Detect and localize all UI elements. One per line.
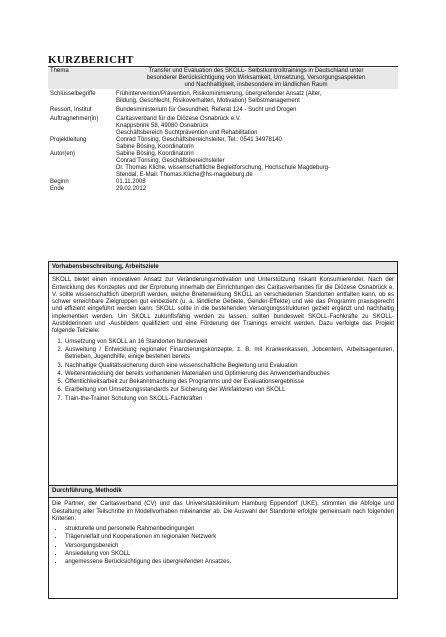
metadata-row (48, 151, 398, 179)
section-project-description (48, 261, 398, 487)
document-title: KURZBERICHT (48, 54, 134, 66)
metadata-value-line: 29.02.2012 (116, 186, 147, 192)
metadata-value-line: Frühintervention/Prävention, Risikominimierung, übergreifender Ansatz (Alter, (116, 91, 322, 97)
goals-list (52, 339, 394, 403)
metadata-value (114, 68, 398, 89)
metadata-value (114, 179, 398, 186)
list-item: • Versorgungsbereich (64, 543, 394, 550)
metadata-value-line: Dr. Thomas Kliche, wissenschaftliche Begleitforschung, Hochschule Magdeburg- (116, 165, 330, 171)
list-item: • angemessene Berücksichtigung des übergreifenden Ansatzes. (64, 559, 394, 566)
metadata-label: Auftragnehmer(in) (50, 116, 99, 122)
list-item: • Ansiedelung von SKOLL (64, 551, 394, 558)
metadata-value (114, 151, 398, 179)
section-paragraph: Die Partner, der Caritasverband (CV) und das Universitätsklinikum Hamburg Eppendorf (UKE), stimmten die Abfolge und Gestaltung aller Teilschritte im Modellvorhaben miteinander ab. Die Auswahl der Standorte erfolgte gemeinsam nach folgenden Kriterien: (52, 501, 394, 522)
list-item: 7. Train-the-Trainer Schulung von SKOLL-Fachkräften (64, 396, 394, 403)
metadata-label: Ressort, Institut (50, 107, 92, 113)
metadata-label: Beginn (50, 179, 69, 185)
list-item: 4. Weiterentwicklung der bereits vorhandenen Materialien und Optimierung des Anwenderhandbuches (64, 371, 394, 378)
metadata-row (48, 105, 398, 114)
list-item: 1. Umsetzung von SKOLL an 16 Standorten bundesweit (64, 339, 394, 346)
metadata-label: Autor(en) (50, 151, 76, 157)
metadata-value-line: besonderer Berücksichtigung von Wirksamkeit, Umsetzung, Versorgungsaspekten (146, 75, 366, 81)
metadata-value-line: Bildung, Geschlecht, Risikoverhalten, Motivation) Selbstmanagement (116, 98, 300, 104)
list-item: • strukturelle und personelle Rahmenbedingungen (64, 526, 394, 533)
metadata-value (114, 137, 398, 151)
metadata-value (114, 186, 398, 193)
metadata-label: Schlüsselbegriffe (50, 91, 96, 97)
metadata-value-line: Transfer und Evaluation des SKOLL- Selbstkontrolltrainings in Deutschland unter (148, 68, 364, 74)
metadata-value-line: 01.11.2008 (116, 179, 146, 185)
metadata-label: Thema (48, 68, 114, 89)
list-item: 3. Nachhaltige Qualitätssicherung durch eine wissenschaftliche Begleitung und Evaluation (64, 363, 394, 370)
metadata-value-line: Knappsbrink 58, 49080 Osnabrück (116, 123, 209, 129)
metadata-value (114, 105, 398, 114)
metadata-row (48, 137, 398, 151)
metadata-label: Projektleitung (50, 137, 87, 143)
criteria-list (52, 526, 394, 566)
metadata-row (48, 89, 398, 105)
metadata-table (48, 68, 398, 193)
section-methodology (48, 485, 398, 599)
list-item: 5. Öffentlichkeitsarbeit zur Bekanntmachung des Programms und der Evaluationsergebnisse (64, 379, 394, 386)
section-heading: Durchführung, Methodik (49, 486, 397, 498)
metadata-value (114, 89, 398, 105)
metadata-value-line: Stendal, E-Mail: Thomas.Kliche@hs-magdeburg.de (116, 172, 253, 178)
metadata-row (48, 68, 398, 89)
metadata-row (48, 114, 398, 137)
metadata-value-line: Conrad Tönsing, Geschäftsbereichsleiter (116, 158, 225, 164)
list-item: 2. Ausweitung / Entwicklung regionaler Finanzierungskonzepte, z. B. mit Krankenkassen, Jobcentern, Arbeitsagenturen, Betrieben, Jugendhilfe; einige bestehen bereits (64, 347, 394, 362)
list-item: 6. Erarbeitung von Umsetzungsstandards zur Sicherung der Wirkfaktoren von SKOLL (64, 387, 394, 394)
section-heading: Vorhabensbeschreibung, Arbeitsziele (49, 262, 397, 274)
metadata-value-line: Caritasverband für die Diözese Osnabrück e.V. (116, 116, 241, 122)
metadata-row (48, 186, 398, 193)
title-rule (48, 66, 398, 67)
metadata-value-line: Sabine Bösing, Koordinatorin (116, 151, 194, 157)
metadata-value-line: Sabine Bösing, Koordinatorin (116, 144, 194, 150)
metadata-row (48, 179, 398, 186)
metadata-value (114, 114, 398, 137)
metadata-label: Ende (50, 186, 65, 192)
metadata-value-line: Conrad Tönsing, Geschäftsbereichsleiter, Tel.: 0541 34978140 (116, 137, 282, 143)
metadata-value-line: Bundesministerium für Gesundheit, Referat 124 - Sucht und Drogen (116, 107, 297, 113)
list-item: • Trägervielfalt und Kooperationen im regionalen Netzwerk (64, 534, 394, 541)
metadata-value-line: und Nachhaltigkeit, insbesondere im ländlichen Raum (184, 82, 328, 88)
section-paragraph: SKOLL bietet einen innovativen Ansatz zur Veränderungsmotivation und Unterstützung riskant Konsumierender. Nach der Entwicklung des Konzeptes und der Erprobung innerhalb der Einrichtungen des Caritasverbandes für die Diözese Osnabrück e. V. sollte wissenschaftlich überprüft werden, welche Breitenwirkung SKOLL an verschiedenen Standorten entfalten kann, ob es schwer erreichbare Zielgruppen gut einbezieht (u. a. ländliche Gebiete, Gender-Effekte) und wie das Programm praxisgerecht und effizient eingeführt werden kann. SKOLL sollte in die bestehenden Versorgungsstrukturen gezielt ergänzt und nachhaltig implementiert werden. Um SKOLL zukunftsfähig werden zu lassen, sollten bundesweit SKOLL-Fachkräfte zu SKOLL-Ausbilderinnen und -Ausbildern qualifiziert und eine Förderung der Trainings erreicht werden. Dazu verfolgte das Projekt folgende Teilziele: (52, 277, 394, 335)
metadata-value-line: Geschäftsbereich Suchtprävention und Rehabilitation (116, 130, 258, 136)
